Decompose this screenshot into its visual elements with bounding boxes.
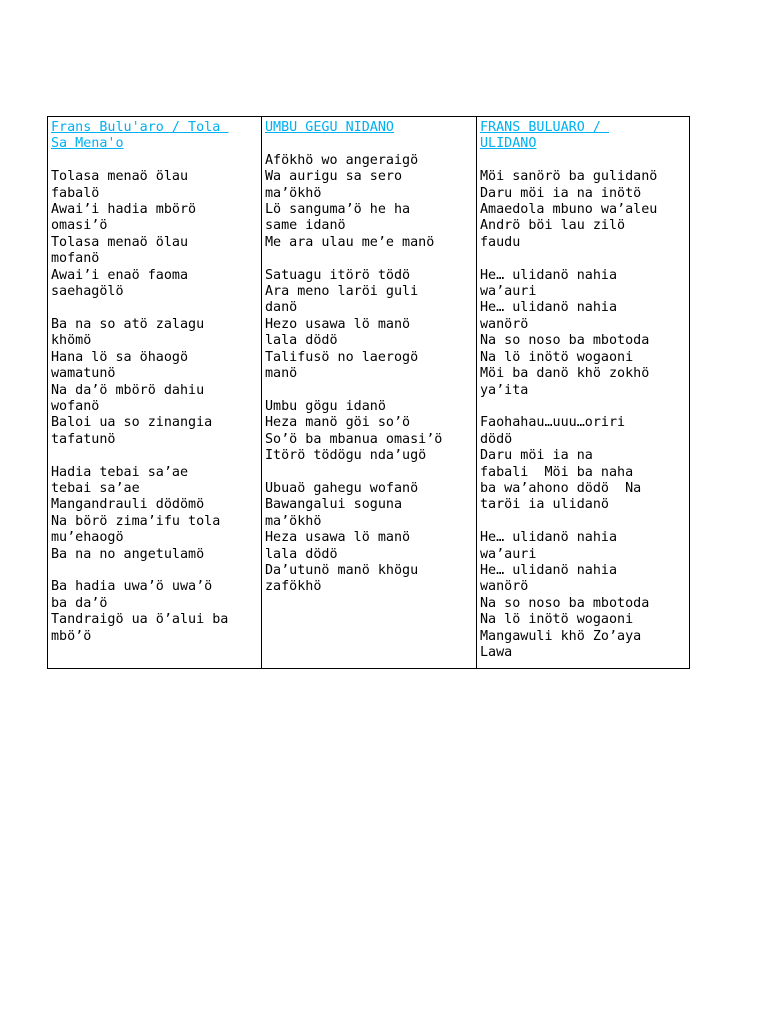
column-1-title: Frans Bulu'aro / Tola Sa Mena'o xyxy=(51,120,221,152)
lyrics-column-2 xyxy=(262,117,477,668)
column-3-lyrics: Möi sanörö ba gulidanö Daru möi ia na inötö Amaedola mbuno wa’aleu Andrö böi lau zilö faudu He… ulidanö nahia wa’auri He… ulidanö nahia wanörö Na so noso ba mbotoda Na lö inötö wogaoni Möi ba danö khö zokhö ya’ita Faohahau…uuu…oriri dödö Daru möi ia na fabali Möi ba naha ba wa’ahono dödö Na taröi ia ulidanö He… ulidanö nahia wa’auri He… ulidanö nahia wanörö Na so noso ba mbotoda Na lö inötö wogaoni Mangawuli khö Zo’aya Lawa xyxy=(480,169,658,660)
column-2-title: UMBU GEGU NIDANO xyxy=(265,120,394,135)
lyrics-column-3 xyxy=(477,117,689,668)
lyrics-column-1 xyxy=(48,117,262,668)
column-3-title: FRANS BULUARO / ULIDANO xyxy=(480,120,601,152)
column-2-lyrics: Afökhö wo angeraigö Wa aurigu sa sero ma’ökhö Lö sanguma’ö he ha same idanö Me ara ulau me’e manö Satuagu itörö tödö Ara meno laröi guli danö Hezo usawa lö manö lala dödö Talifusö no laerogö manö Umbu gögu idanö Heza manö göi so’ö So’ö ba mbanua omasi’ö Itörö tödögu nda’ugö Ubuaö gahegu wofanö Bawangalui soguna ma’ökhö Heza usawa lö manö lala dödö Da’utunö manö khögu zafökhö xyxy=(265,152,443,595)
lyrics-table xyxy=(47,116,690,669)
column-1-lyrics: Tolasa menaö ölau fabalö Awai’i hadia mbörö omasi’ö Tolasa menaö ölau mofanö Awai’i enaö faoma saehagölö Ba na so atö zalagu khömö Hana lö sa öhaogö wamatunö Na da’ö mbörö dahiu wofanö Baloi ua so zinangia tafatunö Hadia tebai sa’ae tebai sa’ae Mangandrauli dödömö Na börö zima’ifu tola mu’ehaogö Ba na no angetulamö Ba hadia uwa’ö uwa’ö ba da’ö Tandraigö ua ö’alui ba mbö’ö xyxy=(51,169,229,644)
